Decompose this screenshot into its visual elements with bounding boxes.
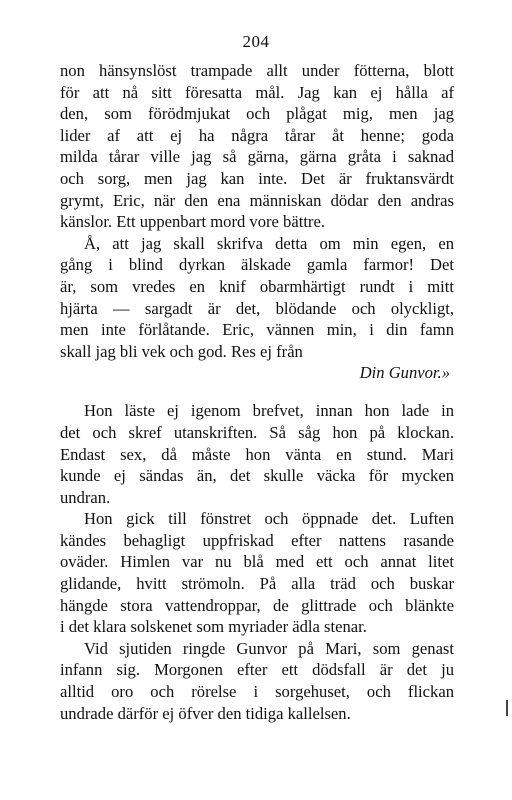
text-line: non hänsynslöst trampade allt under fötterna, blott (60, 61, 454, 80)
text-line: kändes behagligt uppfriskad efter nattens rasande (60, 530, 454, 550)
text-line: men inte förlåtande. Eric, vännen min, i din famn (60, 320, 454, 340)
text-line: gång i blind dyrkan älskade gamla farmor! Det (60, 255, 454, 275)
text-line: Hon läste ej igenom brefvet, innan hon lade in (84, 401, 454, 421)
text-line: hängde stora vattendroppar, de glittrade och blänkte (60, 595, 454, 615)
text-line: glidande, hvitt strömoln. På alla träd och buskar (60, 574, 454, 594)
text-line: känslor. Ett uppenbart mord vore bättre. (60, 212, 325, 232)
paragraph-2 (60, 233, 454, 363)
page-number: 204 (242, 32, 270, 51)
text-line: det och skref utanskriften. Så såg hon på klockan. (60, 422, 454, 442)
text-line: alltid oro och rörelse i sorgehuset, och flickan (60, 682, 454, 702)
text-line: milda tårar ville jag så gärna, gärna gråta i saknad (60, 147, 454, 167)
text-line: lider af att ej ha några tårar åt henne; goda (60, 125, 454, 145)
text-line: Å, att jag skall skrifva detta om min egen, en (84, 233, 454, 253)
text-line: den, som förödmjukat och plågat mig, men jag (60, 104, 454, 124)
text-line: är, som vredes en knif obarmhärtigt rundt i mitt (60, 276, 454, 296)
text-line: grymt, Eric, när den ena människan dödar den andras (60, 190, 454, 210)
text-line: oväder. Himlen var nu blå med ett och annat litet (60, 552, 454, 572)
text-line: undran. (60, 487, 111, 507)
text-line: för att nå sitt föresatta mål. Jag kan ej hålla af (60, 82, 454, 102)
text-line: i det klara solskenet som myriader ädla stenar. (60, 617, 367, 637)
letter-signature: Din Gunvor.» (359, 363, 450, 383)
paragraph-1 (60, 60, 454, 233)
page-text (60, 60, 454, 724)
text-line: Vid sjutiden ringde Gunvor på Mari, som genast (84, 638, 454, 658)
margin-mark (506, 700, 508, 716)
text-line: Hon gick till fönstret och öppnade det. Luften (84, 509, 454, 529)
text-line: infann sig. Morgonen efter ett dödsfall är det ju (60, 660, 454, 680)
text-line: Endast sex, då måste hon vänta en stund. Mari (60, 444, 454, 464)
paragraph-3 (60, 400, 454, 508)
text-line: och sorg, men jag kan inte. Det är fruktansvärdt (60, 168, 454, 188)
text-line: hjärta — sargadt är det, blödande och olyckligt, (60, 298, 454, 318)
text-line: undrade därför ej öfver den tidiga kallelsen. (60, 703, 351, 723)
paragraph-5 (60, 638, 454, 724)
paragraph-4 (60, 508, 454, 638)
text-line: kunde ej sändas än, det skulle väcka för mycken (60, 466, 454, 486)
text-line: skall jag bli vek och god. Res ej från (60, 341, 303, 361)
